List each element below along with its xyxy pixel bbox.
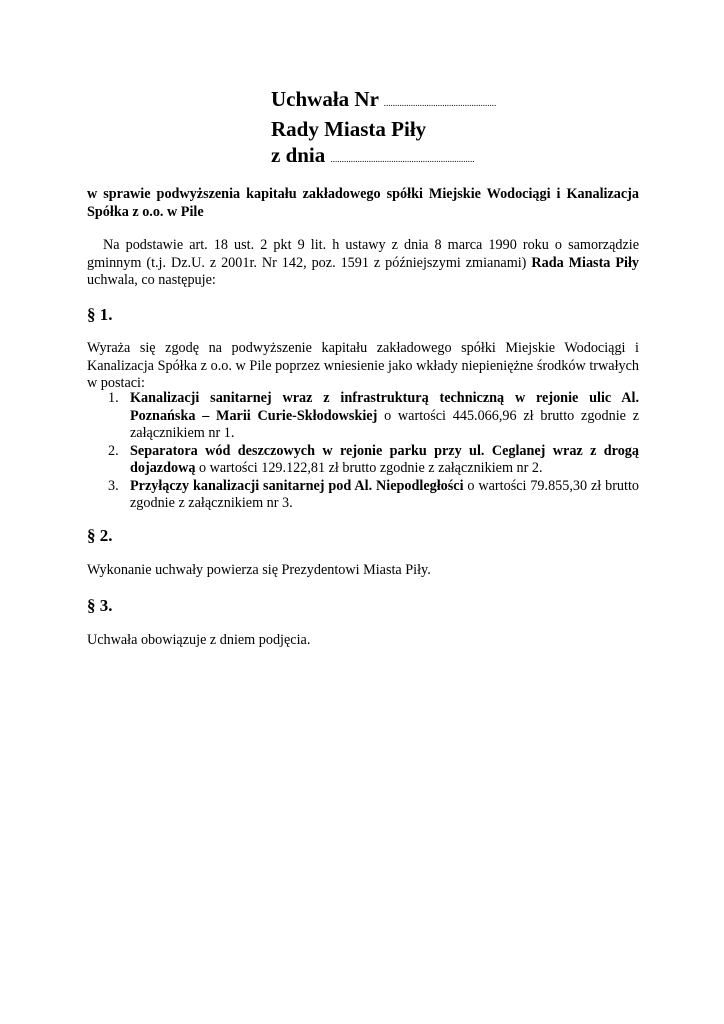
list-item (87, 478, 639, 513)
resolution-subject: w sprawie podwyższenia kapitału zakładowego spółki Miejskie Wodociągi i Kanalizacja Spółka z o.o. w Pile (87, 186, 639, 220)
resolution-date-label: z dnia (271, 143, 326, 167)
resolution-date-placeholder: ................................................................ (330, 154, 475, 164)
list-item-title: Przyłączy kanalizacji sanitarnej pod Al. Niepodległości (130, 477, 464, 494)
resolution-header (271, 86, 496, 172)
list-item-title: Separatora wód deszczowych w rejonie parku przy ul. Ceglanej wraz z drogą dojazdową (130, 442, 639, 476)
list-item (87, 443, 639, 478)
section-2-text: Wykonanie uchwały powierza się Prezydentowi Miasta Piły. (87, 562, 431, 578)
council-name: Rady Miasta Piły (271, 117, 427, 141)
resolution-number-label: Uchwała Nr (271, 87, 379, 111)
legal-basis-text: Na podstawie art. 18 ust. 2 pkt 9 lit. h ustawy z dnia 8 marca 1990 roku o samorządzie gminnym (t.j. Dz.U. z 2001r. Nr 142, poz. 1591 z późniejszymi zmianami) (87, 237, 639, 271)
list-item-title: Kanalizacji sanitarnej wraz z infrastrukturą techniczną w rejonie ulic Al. Poznańska – Marii Curie-Skłodowskiej (130, 390, 639, 424)
list-item-value: o wartości 445.066,96 zł brutto zgodnie z załącznikiem nr 1. (130, 407, 639, 441)
council-name-bold: Rada Miasta Piły (531, 254, 639, 271)
list-item-value: o wartości 79.855,30 zł brutto zgodnie z załącznikiem nr 3. (130, 477, 639, 511)
resolution-number-placeholder: .................................................. (383, 98, 497, 108)
legal-basis-paragraph (87, 237, 639, 290)
resolution-date-line (271, 142, 496, 172)
section-2-heading: § 2. (87, 526, 113, 545)
list-item-value: o wartości 129.122,81 zł brutto zgodnie z załącznikiem nr 2. (198, 460, 543, 476)
section-1-intro: Wyraża się zgodę na podwyższenie kapitału zakładowego spółki Miejskie Wodociągi i Kanalizacja Spółka z o.o. w Pile poprzez wniesienie jako wkłady niepieniężne środków trwałych w postaci: (87, 340, 639, 391)
section-3-text: Uchwała obowiązuje z dniem podjęcia. (87, 632, 311, 648)
section-3-heading: § 3. (87, 596, 113, 615)
resolution-number-line (271, 86, 496, 116)
legal-basis-ending: uchwala, co następuje: (87, 272, 216, 288)
list-item (87, 390, 639, 443)
list-item-number: 1. (108, 390, 119, 406)
fixed-assets-list (87, 390, 639, 513)
section-1-heading: § 1. (87, 305, 113, 324)
list-item-number: 3. (108, 477, 119, 494)
list-item-number: 2. (108, 442, 119, 459)
